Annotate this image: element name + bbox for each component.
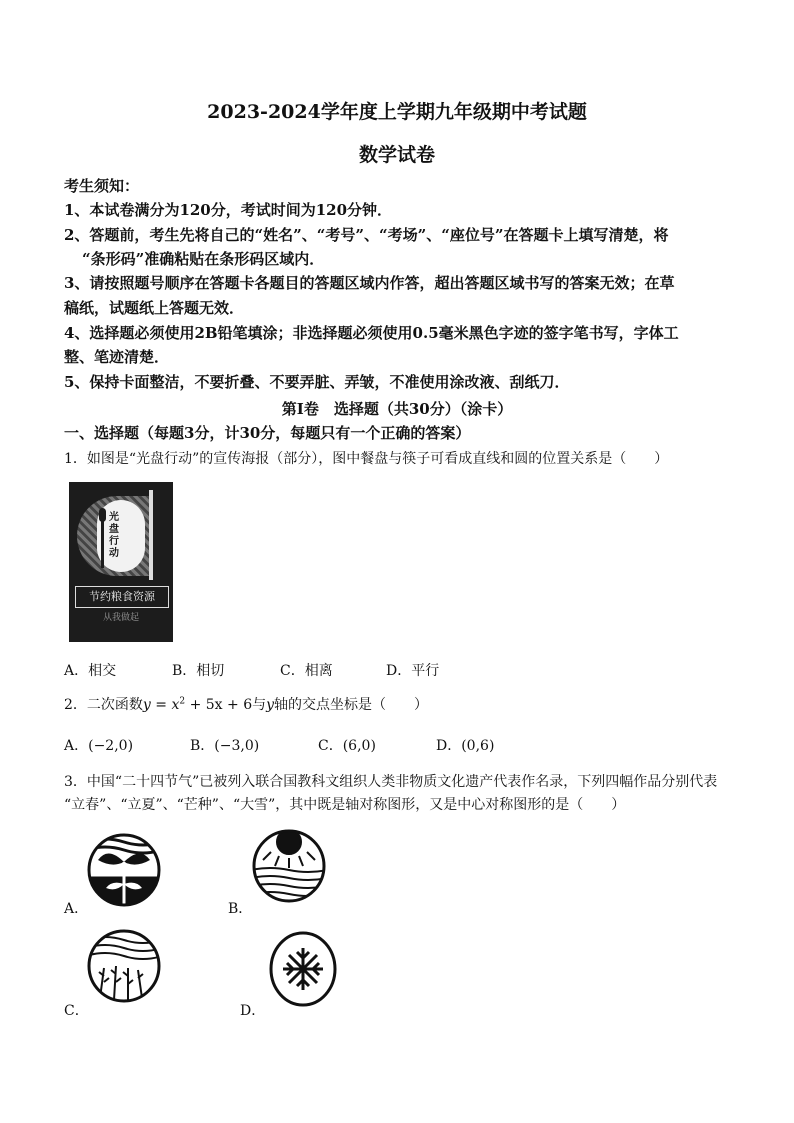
q2-option-b: B．(−3,0) [190, 738, 260, 754]
notice-line: 3、请按照题号顺序在答题卡各题目的答题区域内作答，超出答题区域书写的答案无效；在草 [64, 274, 675, 292]
notice-line: 整、笔迹清楚． [64, 348, 170, 366]
poster-image [69, 482, 173, 642]
question-3-line1: 3．中国“二十四节气”已被列入联合国教科文组织人类非物质文化遗产代表作名录，下列四幅作品分别代表 [64, 774, 718, 790]
question-2-text [64, 694, 428, 714]
notice-heading: 考生须知： [64, 177, 140, 195]
q3-label-c: C． [64, 1003, 89, 1019]
poster-vertical-text: 光 盘 行 动 [109, 512, 119, 559]
q2-formula-y: y [142, 697, 151, 713]
chopstick-icon [149, 490, 153, 580]
exam-title: 2023-2024学年度上学期九年级期中考试题 [207, 101, 587, 123]
section-heading: 一、选择题（每题3分，计30分，每题只有一个正确的答案） [64, 424, 471, 442]
q1-option-b: B．相切 [172, 663, 225, 679]
q2-prefix: 2．二次函数 [64, 697, 143, 713]
question-1-text: 1．如图是“光盘行动”的宣传海报（部分），图中餐盘与筷子可看成直线和圆的位置关系是（ ） [64, 451, 669, 467]
q2-suffix-y: y [266, 697, 275, 713]
q1-option-a: A．相交 [64, 663, 117, 679]
figure-d-snowflake-icon [267, 930, 339, 1008]
q2-formula-x: x [171, 697, 180, 713]
q1-option-d: D．平行 [386, 663, 440, 679]
chopstick-icon [101, 520, 104, 568]
q1-option-c: C．相离 [280, 663, 333, 679]
notice-line: 4、选择题必须使用2B铅笔填涂；非选择题必须使用0.5毫米黑色字迹的签字笔书写，字体工 [64, 324, 679, 342]
figure-b-sun-icon [251, 828, 327, 904]
notice-line: “条形码”准确粘贴在条形码区域内． [82, 250, 325, 268]
figure-c-grain-icon [86, 928, 162, 1004]
q2-suffix-pre: 与 [252, 697, 267, 713]
q2-formula-exp: 2 [179, 696, 186, 707]
notice-line: 稿纸，试题纸上答题无效． [64, 299, 245, 317]
question-3-line2: “立春”、“立夏”、“芒种”、“大雪”，其中既是轴对称图形，又是中心对称图形的是（ ） [64, 797, 626, 813]
q2-option-d: D．(0,6) [436, 738, 495, 754]
q3-label-b: B． [228, 901, 253, 917]
part1-heading: 第Ⅰ卷 选择题（共30分）（涂卡） [281, 400, 513, 418]
q2-formula-rest: + 5x + 6 [185, 697, 253, 713]
poster-subtext: 从我做起 [102, 613, 139, 623]
notice-line: 5、保持卡面整洁，不要折叠、不要弄脏、弄皱，不准使用涂改液、刮纸刀． [64, 373, 570, 391]
q2-formula-eq: = [150, 697, 172, 713]
q2-option-a: A．(−2,0) [64, 738, 134, 754]
q3-label-d: D． [240, 1003, 266, 1019]
notice-line: 1、本试卷满分为120分，考试时间为120分钟． [64, 201, 393, 219]
exam-subtitle: 数学试卷 [358, 144, 435, 166]
q3-label-a: A． [64, 901, 89, 917]
figure-a-sprout-icon [86, 832, 162, 908]
notice-line: 2、答题前，考生先将自己的“姓名”、“考号”、“考场”、“座位号”在答题卡上填写清楚，将 [64, 226, 669, 244]
q2-option-c: C．(6,0) [318, 738, 376, 754]
q2-suffix: 轴的交点坐标是（ ） [274, 697, 429, 713]
poster-banner: 节约粮食资源 [75, 586, 169, 608]
